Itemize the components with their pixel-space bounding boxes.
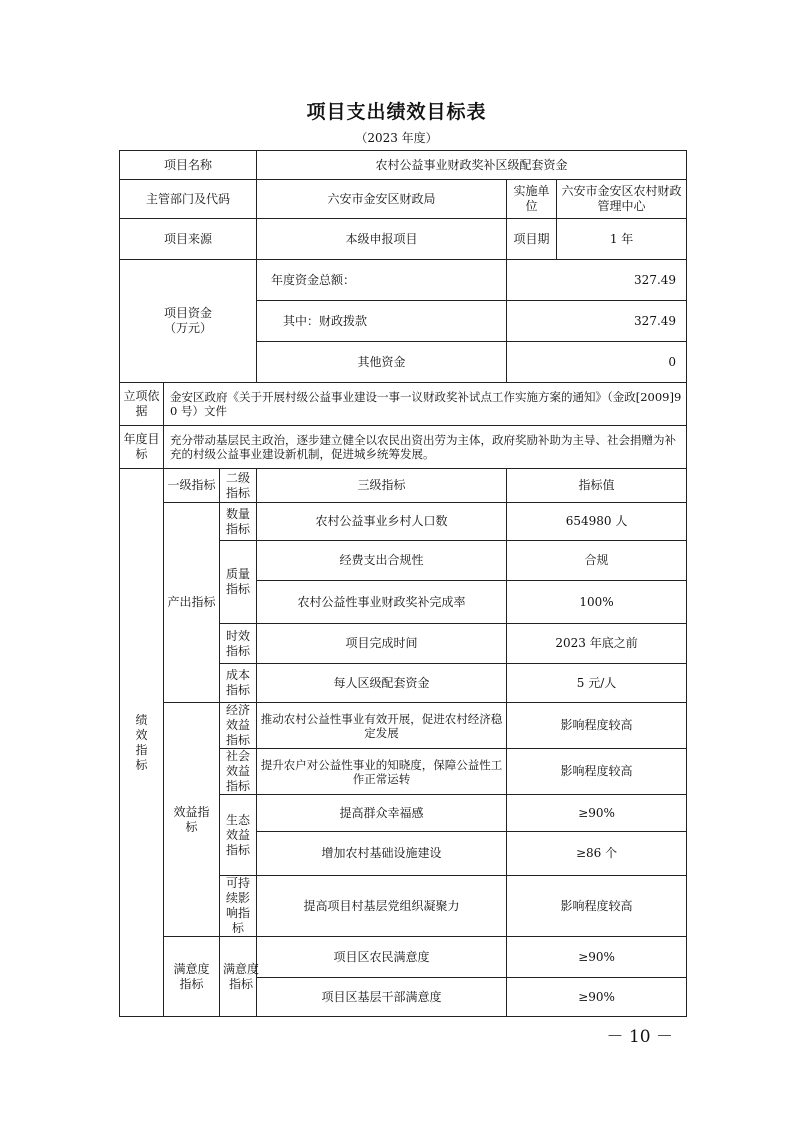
l3-cell: 增加农村基础设施建设 — [257, 832, 507, 876]
value-cell: 合规 — [507, 541, 687, 581]
satisfaction-l2-text: 满意度指标 — [223, 961, 260, 991]
l3-cell: 提高群众幸福感 — [257, 795, 507, 832]
impl-unit-value: 六安市金安区农村财政管理中心 — [557, 180, 687, 219]
header-l3: 三级指标 — [257, 469, 507, 503]
source-label: 项目来源 — [120, 219, 257, 260]
value-cell: 100% — [507, 581, 687, 624]
l3-cell: 每人区级配套资金 — [257, 664, 507, 703]
goal-label: 年度目标 — [120, 426, 164, 469]
table-row — [120, 151, 687, 180]
l2-cell: 数量指标 — [220, 503, 257, 541]
table-row — [120, 383, 687, 426]
l3-cell: 项目区农民满意度 — [257, 937, 507, 978]
source-value: 本级申报项目 — [257, 219, 507, 260]
table-row — [120, 937, 687, 978]
satisfaction-l1-text: 满意度指标 — [173, 961, 210, 991]
perf-label — [120, 469, 164, 1017]
value-cell: 654980 人 — [507, 503, 687, 541]
other-funds-value: 0 — [507, 342, 687, 383]
table-row — [120, 503, 687, 541]
l2-cell: 可持续影响指标 — [220, 876, 257, 937]
fiscal-funds-value: 327.49 — [507, 301, 687, 342]
header-l2: 二级指标 — [220, 469, 257, 503]
funds-label-text: 项目资金（万元） — [164, 306, 213, 335]
value-cell: ≥90% — [507, 937, 687, 978]
page-number: － 10 － — [606, 1027, 673, 1047]
table-row — [120, 180, 687, 219]
value-cell: ≥90% — [507, 795, 687, 832]
l3-cell: 农村公益性事业财政奖补完成率 — [257, 581, 507, 624]
l2-cell: 成本指标 — [220, 664, 257, 703]
l3-cell: 项目完成时间 — [257, 624, 507, 664]
perf-label-text: 绩效指标 — [135, 712, 148, 772]
l3-cell: 提高项目村基层党组织凝聚力 — [257, 876, 507, 937]
l3-cell: 农村公益事业乡村人口数 — [257, 503, 507, 541]
project-name-value: 农村公益事业财政奖补区级配套资金 — [257, 151, 687, 180]
value-cell: ≥86 个 — [507, 832, 687, 876]
l3-cell: 经费支出合规性 — [257, 541, 507, 581]
l3-cell: 项目区基层干部满意度 — [257, 978, 507, 1017]
l2-cell — [220, 937, 260, 1017]
table-row — [120, 469, 687, 503]
table-row — [120, 426, 687, 469]
header-l1: 一级指标 — [164, 469, 220, 503]
performance-table — [119, 150, 687, 1017]
value-cell: 5 元/人 — [507, 664, 687, 703]
table-row — [120, 260, 687, 301]
other-funds-label: 其他资金 — [257, 342, 507, 383]
value-cell: 影响程度较高 — [507, 703, 687, 749]
value-cell: 影响程度较高 — [507, 876, 687, 937]
project-name-label: 项目名称 — [120, 151, 257, 180]
benefit-label-text: 效益指标 — [173, 804, 210, 834]
basis-label: 立项依据 — [120, 383, 164, 426]
header-value: 指标值 — [507, 469, 687, 503]
l2-cell: 社会效益指标 — [220, 749, 257, 795]
l2-cell: 生态效益指标 — [220, 795, 257, 876]
benefit-label — [164, 703, 220, 937]
l3-cell: 提升农户对公益性事业的知晓度，保障公益性工作正常运转 — [257, 749, 507, 795]
l2-cell: 质量指标 — [220, 541, 257, 624]
page-title: 项目支出绩效目标表 — [306, 101, 487, 123]
table-row — [120, 219, 687, 260]
basis-value: 金安区政府《关于开展村级公益事业建设一事一议财政奖补试点工作实施方案的通知》（金政[2009]90 号）文件 — [164, 383, 687, 426]
value-cell: ≥90% — [507, 978, 687, 1017]
l2-cell: 时效指标 — [220, 624, 257, 664]
total-funds-value: 327.49 — [507, 260, 687, 301]
period-value: 1 年 — [557, 219, 687, 260]
l2-cell: 经济效益指标 — [220, 703, 257, 749]
satisfaction-l1-label — [164, 937, 220, 1017]
dept-value: 六安市金安区财政局 — [257, 180, 507, 219]
page-subtitle: （2023 年度） — [355, 131, 438, 145]
table-row — [120, 703, 687, 749]
period-label: 项目期 — [507, 219, 557, 260]
funds-label — [120, 260, 257, 383]
impl-unit-label: 实施单位 — [507, 180, 557, 219]
goal-value: 充分带动基层民主政治，逐步建立健全以农民出资出劳为主体，政府奖励补助为主导、社会捐赠为补充的村级公益事业建设新机制，促进城乡统筹发展。 — [164, 426, 687, 469]
output-label: 产出指标 — [164, 503, 220, 703]
l3-cell: 推动农村公益性事业有效开展，促进农村经济稳定发展 — [257, 703, 507, 749]
value-cell: 影响程度较高 — [507, 749, 687, 795]
dept-label: 主管部门及代码 — [120, 180, 257, 219]
value-cell: 2023 年底之前 — [507, 624, 687, 664]
total-funds-label: 年度资金总额： — [257, 260, 507, 301]
fiscal-funds-label: 其中：财政拨款 — [257, 301, 507, 342]
